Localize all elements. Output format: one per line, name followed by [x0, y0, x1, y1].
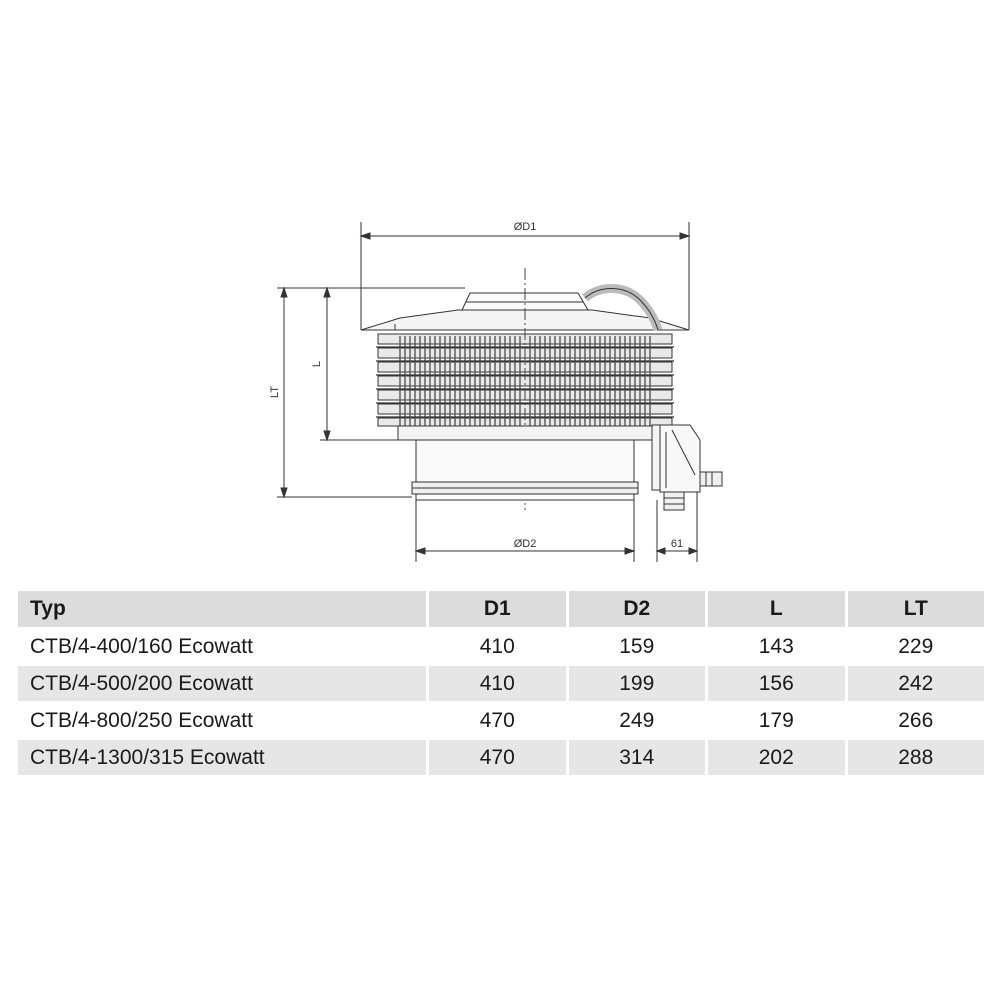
cell-d2: 199: [569, 666, 706, 701]
header-l: L: [708, 591, 845, 627]
label-offset: 61: [670, 538, 684, 550]
cell-d1: 410: [429, 666, 566, 701]
cell-typ: CTB/4-1300/315 Ecowatt: [18, 740, 426, 775]
header-lt: LT: [848, 591, 985, 627]
table-row: [18, 666, 984, 701]
cell-l: 156: [708, 666, 845, 701]
cell-d1: 470: [429, 740, 566, 775]
header-d1: D1: [429, 591, 566, 627]
cell-d1: 410: [429, 629, 566, 664]
cell-l: 179: [708, 703, 845, 738]
cell-lt: 288: [848, 740, 985, 775]
header-typ: Typ: [18, 591, 426, 627]
header-d2: D2: [569, 591, 706, 627]
table-row: [18, 703, 984, 738]
label-d2: ØD2: [513, 538, 537, 550]
table-row: [18, 740, 984, 775]
cell-l: 202: [708, 740, 845, 775]
table-row: [18, 629, 984, 664]
cell-lt: 229: [848, 629, 985, 664]
cell-l: 143: [708, 629, 845, 664]
cell-typ: CTB/4-500/200 Ecowatt: [18, 666, 426, 701]
cell-d1: 470: [429, 703, 566, 738]
cell-d2: 159: [569, 629, 706, 664]
cell-d2: 249: [569, 703, 706, 738]
cell-lt: 266: [848, 703, 985, 738]
label-d1: ØD1: [513, 221, 537, 233]
cell-typ: CTB/4-800/250 Ecowatt: [18, 703, 426, 738]
fan-unit: [361, 268, 722, 510]
junction-box: [652, 425, 722, 510]
cell-typ: CTB/4-400/160 Ecowatt: [18, 629, 426, 664]
label-l: L: [311, 360, 323, 368]
cell-lt: 242: [848, 666, 985, 701]
cell-d2: 314: [569, 740, 706, 775]
label-lt: LT: [269, 385, 281, 399]
table-header-row: [18, 591, 984, 627]
spec-table: [15, 589, 987, 777]
